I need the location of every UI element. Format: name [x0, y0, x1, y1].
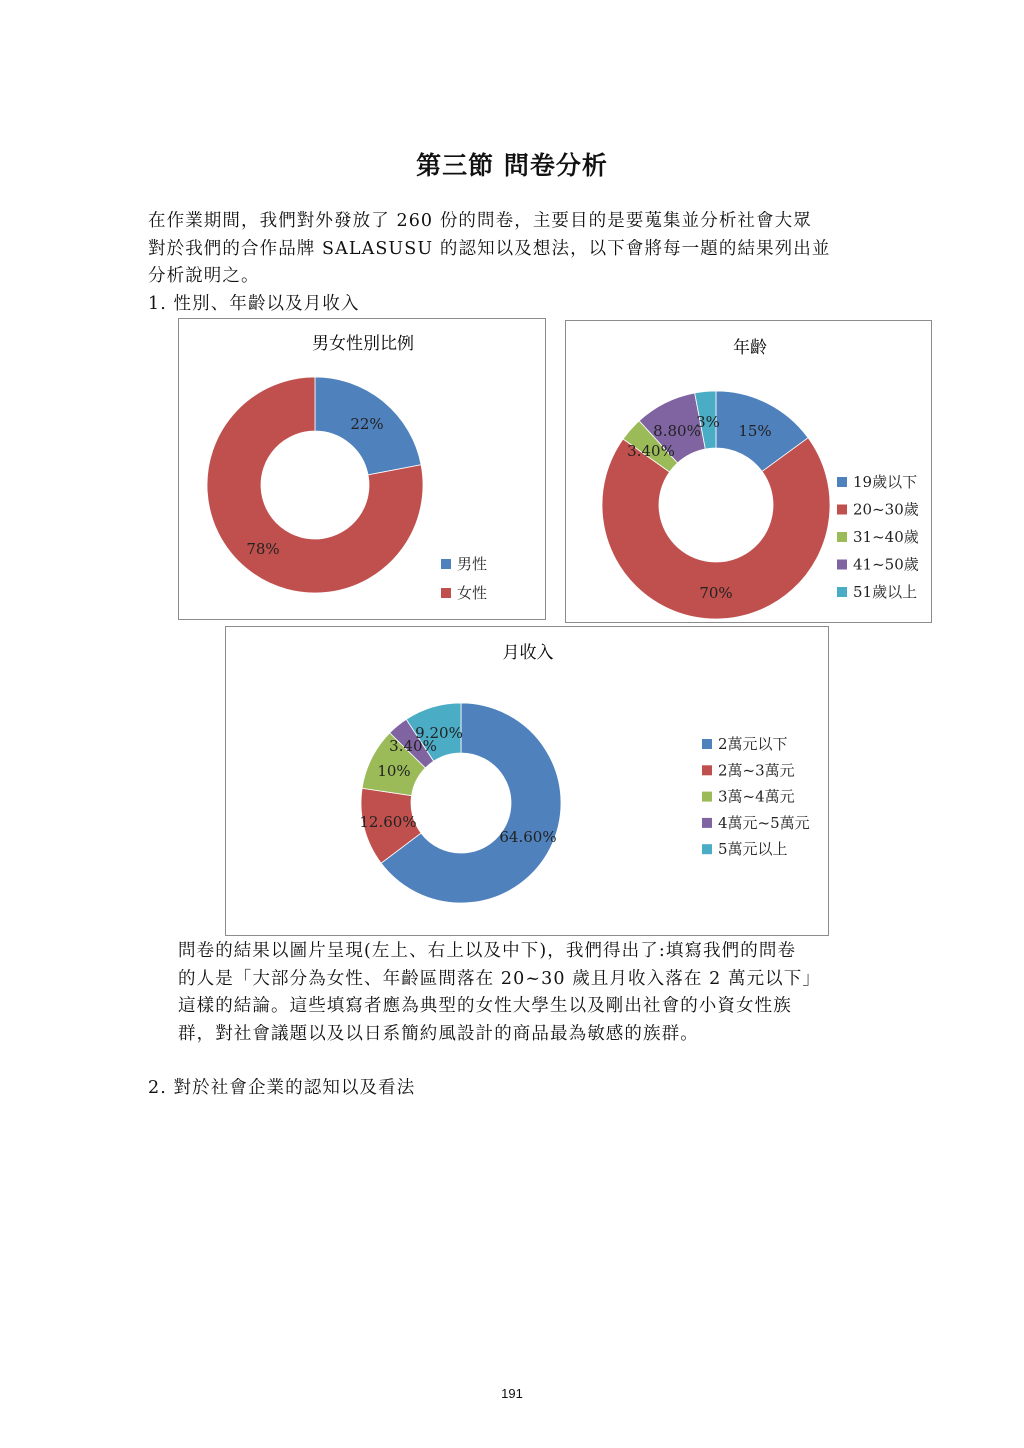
gender-donut-svg: [179, 319, 547, 621]
analysis-line: 的人是「大部分為女性、年齡區間落在 20~30 歲且月收入落在 2 萬元以下」: [178, 968, 821, 989]
legend-entry: 5萬元以上: [718, 840, 788, 859]
page-title: 第三節 問卷分析: [416, 151, 608, 180]
item1-heading: 1. 性別、年齡以及月收入: [148, 294, 360, 314]
chart-title: 月收入: [502, 643, 554, 663]
legend-entry: 女性: [457, 584, 488, 602]
legend-entry: 男性: [457, 555, 488, 573]
legend-entry: 3萬~4萬元: [718, 787, 795, 806]
chart-title: 年齡: [733, 338, 767, 358]
legend-swatch: [441, 588, 451, 598]
data-label: 22%: [350, 415, 384, 433]
legend-swatch: [837, 477, 847, 487]
chart-title: 男女性別比例: [312, 334, 414, 354]
intro-line: 在作業期間，我們對外發放了 260 份的問卷，主要目的是要蒐集並分析社會大眾: [148, 211, 812, 231]
legend-swatch: [837, 505, 847, 515]
gender-chart: [178, 318, 546, 620]
legend-swatch: [837, 587, 847, 597]
intro-line: 分析說明之。: [148, 266, 260, 286]
data-label: 78%: [246, 540, 280, 558]
data-label: 3.40%: [627, 442, 675, 460]
analysis-line: 群，對社會議題以及以日系簡約風設計的商品最為敏感的族群。: [178, 1023, 699, 1044]
data-label: 3.40%: [389, 737, 437, 755]
data-label: 70%: [699, 584, 733, 602]
income-chart: [225, 626, 829, 936]
data-label: 9.20%: [415, 724, 463, 742]
data-label: 3%: [696, 413, 720, 431]
data-label: 10%: [377, 762, 411, 780]
legend-swatch: [702, 818, 712, 828]
legend-entry: 2萬~3萬元: [718, 761, 795, 780]
legend-swatch: [702, 792, 712, 802]
legend-swatch: [837, 560, 847, 570]
intro-paragraph: [148, 208, 880, 291]
legend-swatch: [441, 559, 451, 569]
intro-line: 對於我們的合作品牌 SALASUSU 的認知以及想法，以下會將每一題的結果列出並: [148, 238, 831, 259]
legend-entry: 19歲以下: [853, 473, 918, 491]
analysis-line: 這樣的結論。這些填寫者應為典型的女性大學生以及剛出社會的小資女性族: [178, 996, 792, 1016]
analysis-paragraph: [178, 938, 880, 1048]
legend-swatch: [702, 844, 712, 854]
legend-entry: 20~30歲: [853, 500, 919, 519]
legend-swatch: [702, 739, 712, 749]
data-label: 15%: [738, 422, 772, 440]
age-chart: [565, 320, 932, 623]
analysis-line: 問卷的結果以圖片呈現(左上、右上以及中下)，我們得出了:填寫我們的問卷: [178, 941, 797, 961]
data-label: 64.60%: [499, 828, 557, 846]
legend-entry: 41~50歲: [853, 555, 919, 574]
income-donut-svg: [226, 627, 830, 937]
data-label: 8.80%: [653, 422, 701, 440]
page-number: 191: [501, 1386, 523, 1401]
legend-swatch: [837, 532, 847, 542]
legend-entry: 51歲以上: [853, 583, 918, 601]
age-donut-svg: [566, 321, 933, 624]
legend-swatch: [702, 765, 712, 775]
legend-entry: 2萬元以下: [718, 735, 788, 753]
legend-entry: 31~40歲: [853, 528, 919, 546]
item2-heading: 2. 對於社會企業的認知以及看法: [148, 1078, 416, 1098]
data-label: 12.60%: [359, 813, 417, 831]
legend-entry: 4萬元~5萬元: [718, 813, 810, 832]
